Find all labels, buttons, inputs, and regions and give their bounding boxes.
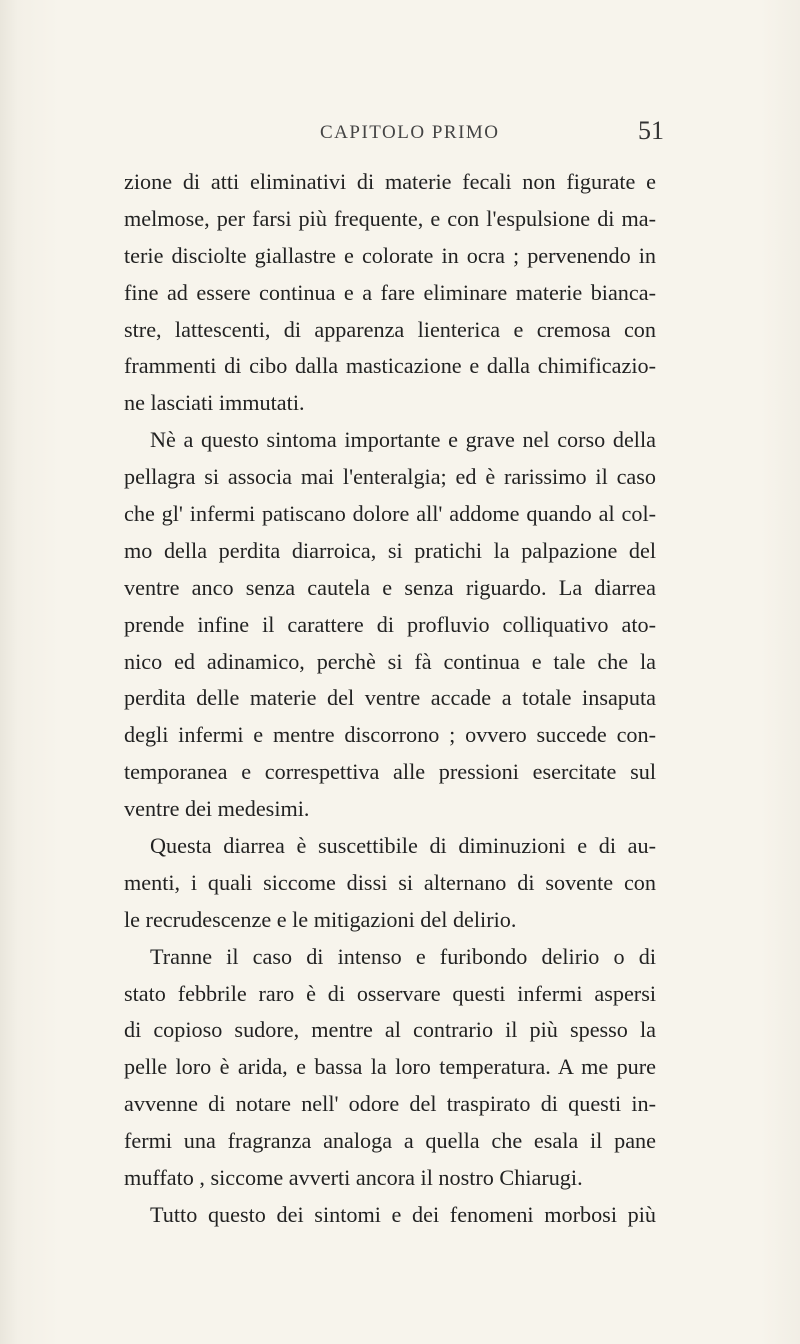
text-line: che gl' infermi patiscano dolore all' addome quando al col- — [124, 501, 656, 527]
text-line: prende infine il carattere di profluvio colliquativo ato- — [124, 611, 656, 637]
text-line: di copioso sudore, mentre al contrario il più spesso la — [124, 1017, 656, 1043]
text-line: stre, lattescenti, di apparenza lienterica e cremosa con — [124, 316, 656, 342]
text-line: ventre dei medesimi. — [124, 796, 310, 822]
text-line: menti, i quali siccome dissi si alternano di sovente con — [124, 869, 656, 895]
text-line: temporanea e correspettiva alle pressioni esercitate sul — [124, 759, 656, 785]
text-line: degli infermi e mentre discorrono ; ovvero succede con- — [124, 722, 656, 748]
text-line: Nè a questo sintoma importante e grave nel corso della — [150, 427, 656, 453]
text-line: mo della perdita diarroica, si pratichi la palpazione del — [124, 537, 656, 563]
body-text — [124, 164, 656, 1234]
text-line: melmose, per farsi più frequente, e con l'espulsione di ma- — [124, 205, 656, 231]
text-line: fine ad essere continua e a fare eliminare materie bianca- — [124, 279, 656, 305]
text-line: terie disciolte giallastre e colorate in ocra ; pervenendo in — [124, 242, 656, 268]
text-line: ventre anco senza cautela e senza riguardo. La diarrea — [124, 574, 656, 600]
text-line: stato febbrile raro è di osservare questi infermi aspersi — [124, 980, 656, 1006]
text-line: nico ed adinamico, perchè si fà continua e tale che la — [124, 648, 656, 674]
running-title: CAPITOLO PRIMO — [320, 122, 500, 143]
page-number: 51 — [638, 116, 664, 145]
text-line: pelle loro è arida, e bassa la loro temperatura. A me pure — [124, 1054, 656, 1080]
text-line: avvenne di notare nell' odore del traspirato di questi in- — [124, 1091, 656, 1117]
running-head — [0, 116, 800, 152]
text-line: fermi una fragranza analoga a quella che esala il pane — [124, 1128, 656, 1154]
text-line: ne lasciati immutati. — [124, 390, 305, 416]
text-line: le recrudescenze e le mitigazioni del delirio. — [124, 906, 517, 932]
text-line: frammenti di cibo dalla masticazione e dalla chimificazio- — [124, 353, 656, 379]
text-line: Tranne il caso di intenso e furibondo delirio o di — [150, 943, 656, 969]
text-line: perdita delle materie del ventre accade a totale insaputa — [124, 685, 656, 711]
text-line: zione di atti eliminativi di materie fecali non figurate e — [124, 169, 656, 194]
text-line: Tutto questo dei sintomi e dei fenomeni morbosi più — [150, 1201, 656, 1227]
text-line: Questa diarrea è suscettibile di diminuzioni e di au- — [150, 833, 656, 859]
text-line: muffato , siccome avverti ancora il nostro Chiarugi. — [124, 1165, 583, 1191]
text-line: pellagra si associa mai l'enteralgia; ed è rarissimo il caso — [124, 464, 656, 490]
